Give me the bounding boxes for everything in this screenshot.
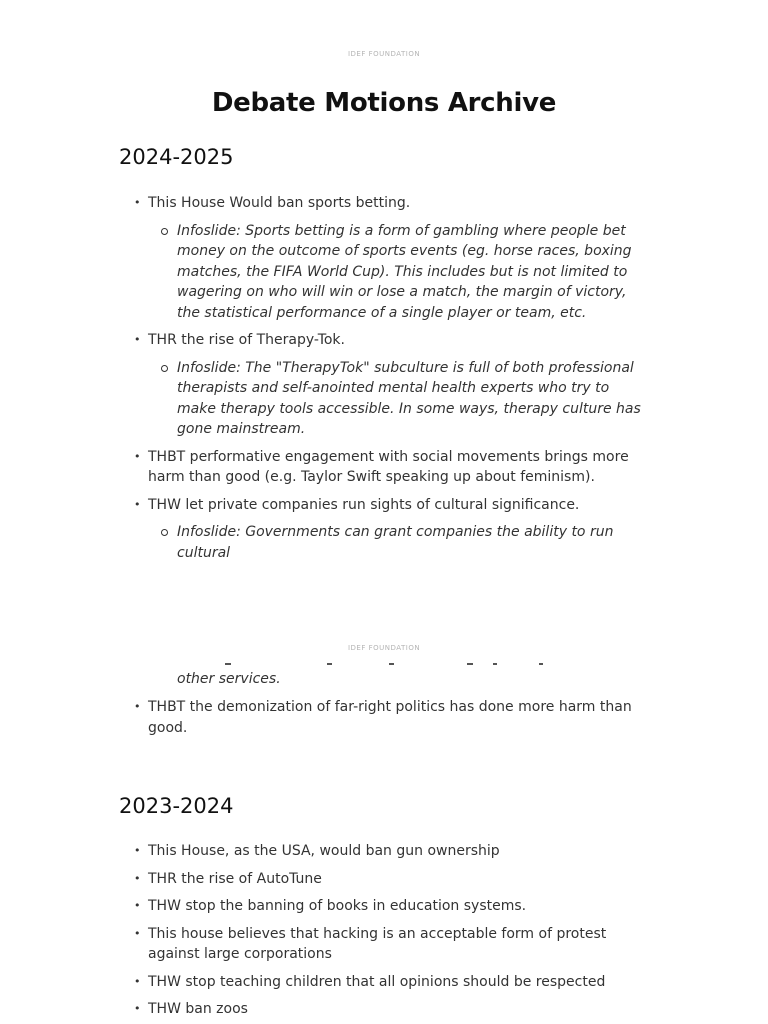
list-item — [128, 697, 648, 738]
list-item — [128, 924, 648, 965]
logo-text: IDEF FOUNDATION — [347, 50, 421, 58]
cut-off-text-line — [177, 662, 577, 666]
logo-text: IDEF FOUNDATION — [347, 644, 421, 652]
motion-list-2024-2025-continued — [128, 697, 648, 745]
motion-text: THBT the demonization of far-right politics has done more harm than good. — [148, 699, 632, 736]
list-item — [128, 330, 648, 440]
motion-text: THBT performative engagement with social movements brings more harm than good (e.g. Taylor Swift speaking up about feminism). — [148, 448, 629, 485]
infoslide: Infoslide: Sports betting is a form of gambling where people bet money on the outcome of sports events (eg. horse races, boxing matches, the FIFA World Cup). This includes but is not limited to wagering on who will win or lose a match, the margin of victory, the statistical performance of a single player or team, etc. — [148, 221, 648, 324]
motion-text: This House, as the USA, would ban gun ownership — [148, 843, 500, 859]
infoslide-list — [148, 522, 648, 563]
foundation-logo — [0, 644, 768, 652]
motion-list-2023-2024 — [128, 841, 648, 1024]
section-heading-2024-2025: 2024-2025 — [119, 145, 234, 169]
motion-list-2024-2025 — [128, 193, 648, 570]
list-item — [128, 447, 648, 488]
infoslide-list — [148, 358, 648, 440]
list-item — [128, 495, 648, 564]
infoslide-list — [148, 221, 648, 324]
list-item — [128, 896, 648, 917]
list-item — [128, 193, 648, 323]
motion-text: THR the rise of AutoTune — [148, 870, 322, 887]
list-item — [128, 841, 648, 862]
section-heading-2023-2024: 2023-2024 — [119, 794, 234, 818]
motion-text: THW let private companies run sights of cultural significance. — [148, 496, 580, 513]
list-item — [128, 869, 648, 890]
page-title: Debate Motions Archive — [211, 88, 557, 118]
motion-text: THW stop the banning of books in education systems. — [148, 898, 527, 914]
list-item — [128, 999, 648, 1020]
motion-text: THW ban zoos — [148, 1001, 248, 1017]
motion-text: This house believes that hacking is an acceptable form of protest against large corporations — [148, 925, 607, 962]
infoslide: Infoslide: The "TherapyTok" subculture is full of both professional therapists and self-anointed mental health experts who try to make therapy tools accessible. In some ways, therapy culture has gone mainstream. — [148, 358, 648, 440]
motion-text: THR the rise of Therapy-Tok. — [148, 332, 345, 348]
motion-text: THW stop teaching children that all opinions should be respected — [148, 973, 606, 990]
motion-text: This House Would ban sports betting. — [148, 195, 411, 211]
infoslide-continuation: other services. — [177, 671, 281, 687]
foundation-logo — [0, 50, 768, 58]
infoslide: Infoslide: Governments can grant companies the ability to run cultural — [148, 522, 648, 563]
list-item — [128, 972, 648, 993]
